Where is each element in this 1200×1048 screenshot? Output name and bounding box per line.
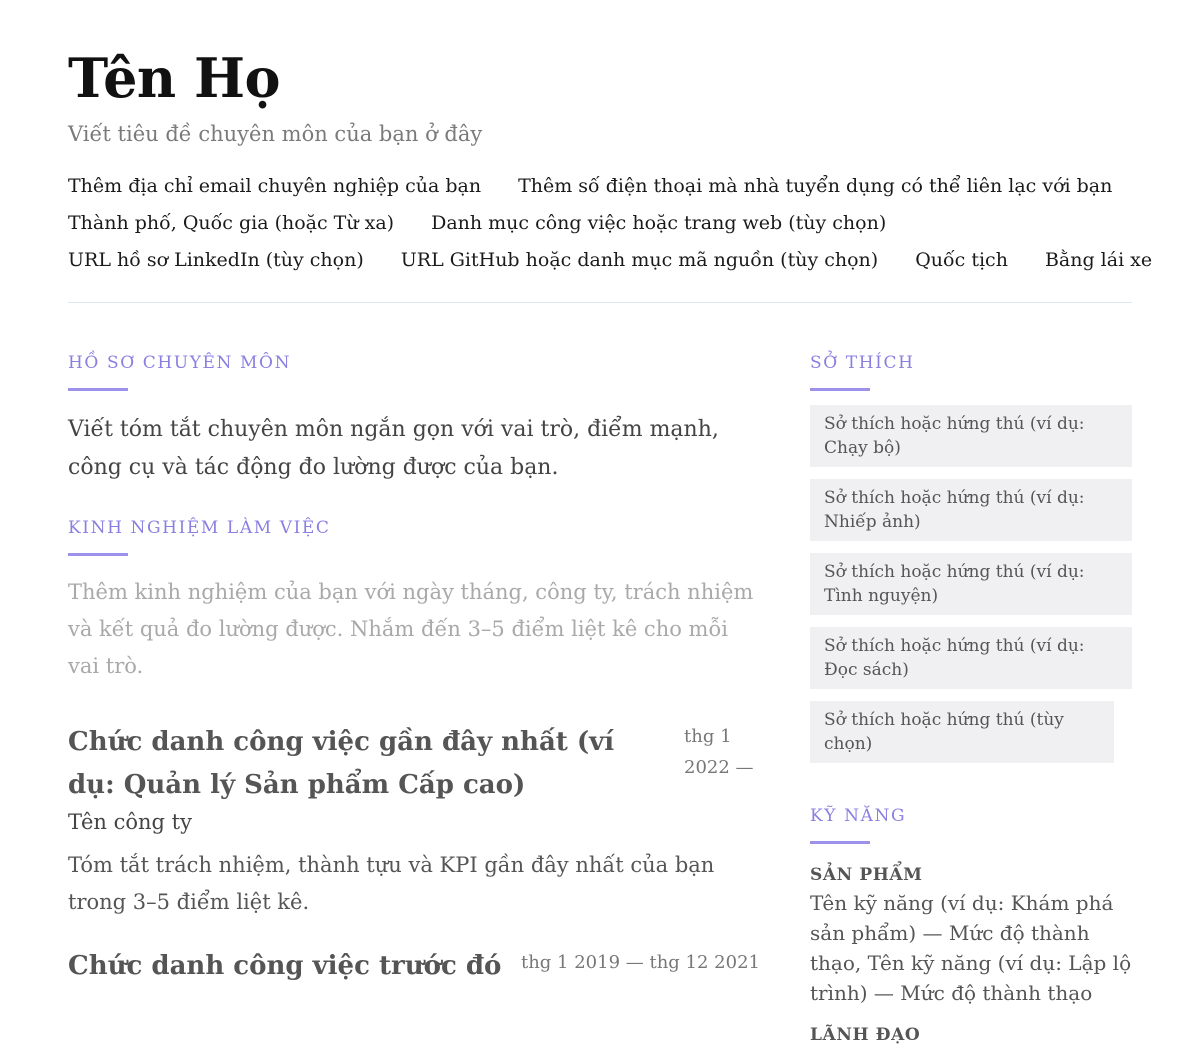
contact-phone: Thêm số điện thoại mà nhà tuyển dụng có thể liên lạc với bạn <box>518 175 1113 197</box>
job-date: thg 1 2022 — <box>684 726 754 778</box>
contact-row <box>68 205 1132 242</box>
contact-nationality: Quốc tịch <box>915 249 1008 271</box>
experience-heading: KINH NGHIỆM LÀM VIỆC <box>68 518 331 538</box>
contact-github: URL GitHub hoặc danh mục mã nguồn (tùy chọn) <box>400 249 879 271</box>
resume-header <box>68 44 1153 279</box>
hobby-item: Sở thích hoặc hứng thú (ví dụ: Tình nguyện) <box>810 553 1132 615</box>
skill-group <box>810 1022 1132 1048</box>
contact-location: Thành phố, Quốc gia (hoặc Từ xa) <box>68 212 395 234</box>
skill-category: SẢN PHẨM <box>810 865 923 885</box>
experience-hint: Thêm kinh nghiệm của bạn với ngày tháng, công ty, trách nhiệm và kết quả đo lường được. Nhắm đến 3–5 điểm liệt kê cho mỗi vai trò. <box>68 580 754 678</box>
skills-heading: KỸ NĂNG <box>810 806 907 826</box>
job-title: Chức danh công việc trước đó <box>68 951 502 981</box>
hobby-item: Sở thích hoặc hứng thú (ví dụ: Nhiếp ảnh) <box>810 479 1132 541</box>
skill-description: Tên kỹ năng (ví dụ: Khám phá sản phẩm) — Mức độ thành thạo, Tên kỹ năng (ví dụ: Lập lộ trình) — Mức độ thành thạo <box>810 891 1132 1005</box>
hobby-item: Sở thích hoặc hứng thú (ví dụ: Chạy bộ) <box>810 405 1132 467</box>
contact-driving-license: Bằng lái xe <box>1044 249 1153 271</box>
hobbies-list <box>810 405 1132 763</box>
job-title: Chức danh công việc gần đây nhất (ví dụ: Quản lý Sản phẩm Cấp cao) <box>68 727 615 800</box>
person-name: Tên Họ <box>68 46 281 110</box>
skill-category: LÃNH ĐẠO <box>810 1025 921 1045</box>
job-entry <box>68 945 760 988</box>
hobby-item: Sở thích hoặc hứng thú (ví dụ: Đọc sách) <box>810 627 1132 689</box>
job-entry <box>68 721 760 921</box>
contact-row <box>68 168 1132 205</box>
profile-summary: Viết tóm tắt chuyên môn ngắn gọn với vai trò, điểm mạnh, công cụ và tác động đo lường được của bạn. <box>68 417 719 480</box>
contact-row <box>68 242 1153 279</box>
section-accent-bar <box>68 553 128 556</box>
section-accent-bar <box>810 841 870 844</box>
contact-email: Thêm địa chỉ email chuyên nghiệp của bạn <box>68 175 482 197</box>
profile-heading: HỒ SƠ CHUYÊN MÔN <box>68 353 292 373</box>
sidebar-column <box>810 350 1132 1048</box>
section-accent-bar <box>68 388 128 391</box>
header-divider <box>68 302 1132 303</box>
contact-info <box>68 168 1153 279</box>
job-description: Tóm tắt trách nhiệm, thành tựu và KPI gần đây nhất của bạn trong 3–5 điểm liệt kê. <box>68 853 715 914</box>
contact-linkedin: URL hồ sơ LinkedIn (tùy chọn) <box>68 249 364 271</box>
contact-portfolio: Danh mục công việc hoặc trang web (tùy chọn) <box>431 212 887 234</box>
hobby-item: Sở thích hoặc hứng thú (tùy chọn) <box>810 701 1114 763</box>
skill-group <box>810 862 1132 1008</box>
section-accent-bar <box>810 388 870 391</box>
job-date: thg 1 2019 — thg 12 2021 <box>520 952 760 973</box>
main-column <box>68 350 768 988</box>
hobbies-heading: SỞ THÍCH <box>810 353 915 373</box>
company-name: Tên công ty <box>68 810 192 834</box>
professional-title: Viết tiêu đề chuyên môn của bạn ở đây <box>68 122 483 146</box>
